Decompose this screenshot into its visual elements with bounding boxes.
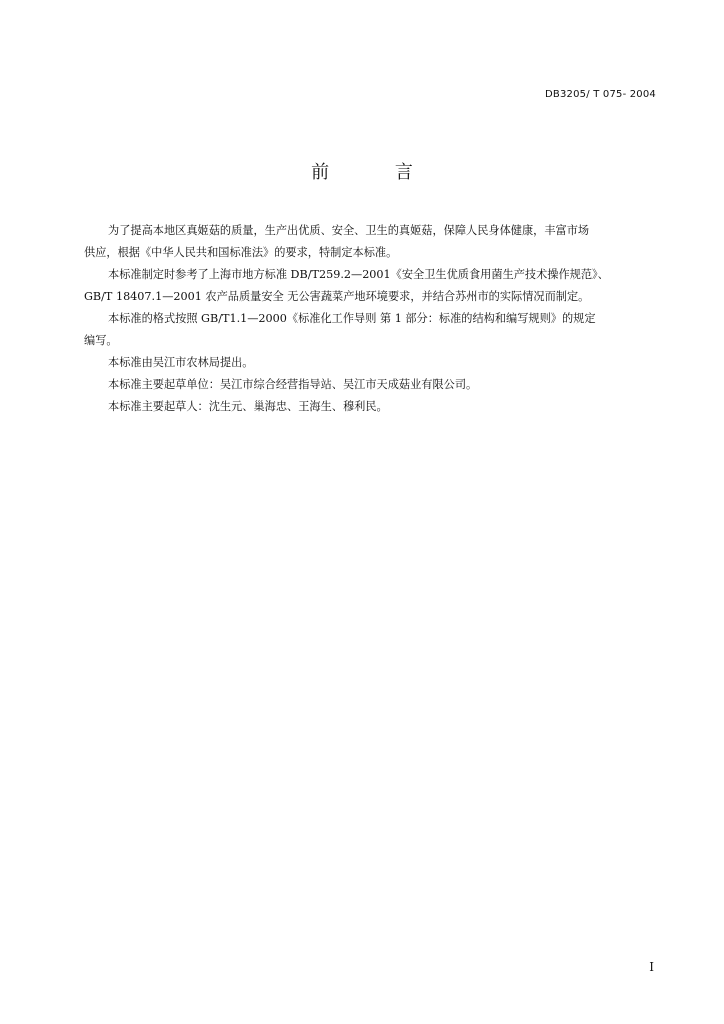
foreword-body bbox=[84, 220, 658, 418]
paragraph-line: GB/T 18407.1—2001 农产品质量安全 无公害蔬菜产地环境要求，并结合苏州市的实际情况而制定。 bbox=[84, 290, 590, 303]
paragraph-line: 为了提高本地区真姬菇的质量，生产出优质、安全、卫生的真姬菇，保障人民身体健康，丰富市场 bbox=[108, 224, 590, 237]
paragraph-line: 本标准主要起草人：沈生元、巢海忠、王海生、穆利民。 bbox=[108, 400, 388, 413]
paragraph-line: 本标准的格式按照 GB/T1.1—2000《标准化工作导则 第 1 部分：标准的结构和编写规则》的规定 bbox=[108, 312, 596, 325]
paragraph-line: 本标准由吴江市农林局提出。 bbox=[108, 356, 254, 369]
standard-code: DB3205/ T 075- 2004 bbox=[545, 89, 656, 100]
paragraph-line: 编写。 bbox=[84, 334, 118, 347]
paragraph-line: 供应，根据《中华人民共和国标准法》的要求，特制定本标准。 bbox=[84, 246, 398, 259]
page-number: I bbox=[649, 960, 654, 974]
page-title: 前 言 bbox=[311, 162, 443, 183]
paragraph-line: 本标准主要起草单位：吴江市综合经营指导站、吴江市天成菇业有限公司。 bbox=[108, 378, 478, 391]
paragraph-line: 本标准制定时参考了上海市地方标准 DB/T259.2—2001《安全卫生优质食用菌生产技术操作规范》、 bbox=[108, 268, 609, 281]
